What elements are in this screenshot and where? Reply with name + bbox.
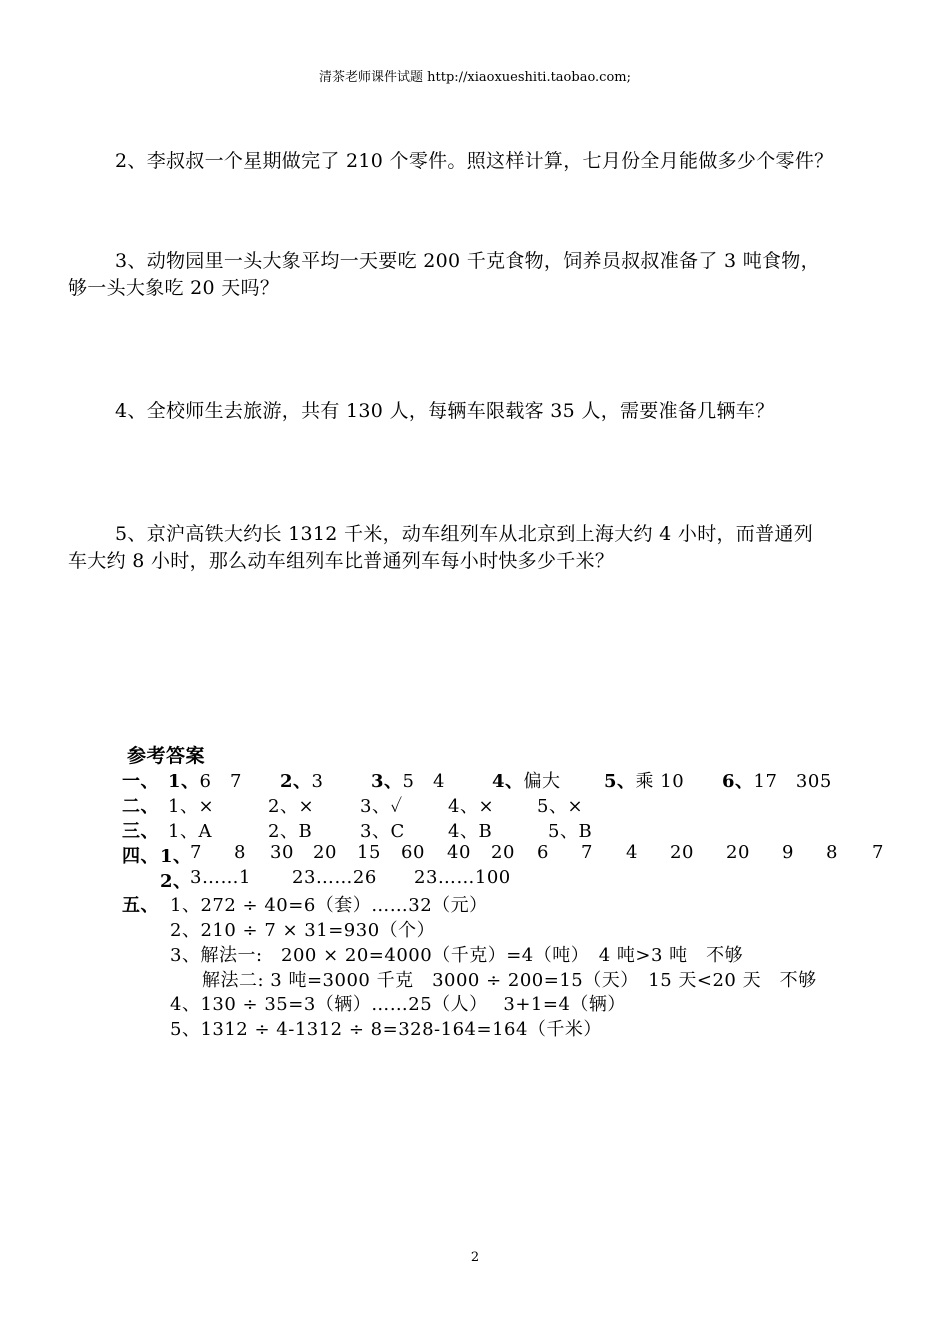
section-4-row1-value: 20 (313, 842, 337, 863)
answer-1-1: 1、6 7 (168, 771, 242, 792)
question-3-line-1: 3、动物园里一头大象平均一天要吃 200 千克食物，饲养员叔叔准备了 3 吨食物， (115, 250, 820, 272)
section-4-label: 四、 (122, 846, 159, 867)
section-4-row1-value: 20 (491, 842, 515, 863)
section-2-label: 二、 (122, 796, 159, 817)
section-4-row1-value: 8 (826, 842, 838, 863)
question-4: 4、全校师生去旅游，共有 130 人，每辆车限载客 35 人，需要准备几辆车？ (115, 400, 775, 422)
answer-1-5: 5、乘 10 (604, 771, 685, 792)
answers-title: 参考答案 (127, 745, 206, 767)
section-4-row1-value: 40 (447, 842, 471, 863)
answer-3-5: 5、B (548, 821, 593, 842)
section-4-row1-value: 8 (234, 842, 246, 863)
section-4-row1-value: 60 (401, 842, 425, 863)
section-4-row1-value: 4 (626, 842, 638, 863)
answer-2-1: 1、× (168, 796, 215, 817)
answer-5-line-4: 解法二: 3 吨=3000 千克 3000 ÷ 200=15（天） 15 天<20 天 不够 (202, 970, 817, 991)
answer-3-4: 4、B (448, 821, 493, 842)
question-5-line-2: 车大约 8 小时，那么动车组列车比普通列车每小时快多少千米？ (68, 550, 615, 572)
section-4-row1-value: 7 (581, 842, 593, 863)
section-4-row1-value: 7 (190, 842, 202, 863)
section-4-row1-value: 15 (357, 842, 381, 863)
answer-2-4: 4、× (448, 796, 495, 817)
section-4-row1-value: 7 (872, 842, 884, 863)
answer-5-line-5: 4、130 ÷ 35=3（辆）……25（人） 3+1=4（辆） (170, 994, 626, 1015)
section-4-row1-value: 20 (726, 842, 750, 863)
section-4-row2-value: 23……100 (414, 867, 511, 888)
section-4-row1-value: 30 (270, 842, 294, 863)
section-4-row2-value: 3……1 (190, 867, 251, 888)
page-number: 2 (470, 1250, 480, 1265)
section-3-label: 三、 (122, 821, 159, 842)
answer-3-1: 1、A (168, 821, 212, 842)
answer-1-2: 2、3 (280, 771, 324, 792)
answer-5-line-6: 5、1312 ÷ 4-1312 ÷ 8=328-164=164（千米） (170, 1019, 602, 1040)
section-4-row2-num: 2、 (160, 871, 192, 892)
answer-2-2: 2、× (268, 796, 315, 817)
answer-5-line-2: 2、210 ÷ 7 × 31=930（个） (170, 920, 436, 941)
answers-section-1 (122, 767, 159, 793)
answer-1-6: 6、17 305 (722, 771, 832, 792)
answer-2-3: 3、✓ (360, 796, 403, 817)
answer-5-line-1: 1、272 ÷ 40=6（套）……32（元） (170, 895, 488, 916)
page-header: 清茶老师课件试题 http://xiaoxueshiti.taobao.com; (318, 70, 631, 85)
answer-3-3: 3、C (360, 821, 405, 842)
section-4-row1-value: 6 (537, 842, 549, 863)
question-5-line-1: 5、京沪高铁大约长 1312 千米，动车组列车从北京到上海大约 4 小时，而普通列 (115, 523, 813, 545)
section-4-row1-value: 20 (670, 842, 694, 863)
answer-2-5: 5、× (537, 796, 584, 817)
answer-1-4: 4、偏大 (492, 771, 561, 792)
section-4-row1-num: 1、 (160, 846, 192, 867)
section-1-label: 一、 (122, 771, 159, 792)
answer-3-2: 2、B (268, 821, 313, 842)
section-5-label: 五、 (122, 895, 159, 916)
section-4-row2-value: 23……26 (292, 867, 377, 888)
section-4-row1-value: 9 (782, 842, 794, 863)
answer-5-line-3: 3、解法一: 200 × 20=4000（千克）=4（吨） 4 吨>3 吨 不够 (170, 945, 744, 966)
question-3-line-2: 够一头大象吃 20 天吗？ (68, 277, 280, 299)
question-2: 2、李叔叔一个星期做完了 210 个零件。照这样计算，七月份全月能做多少个零件？ (115, 150, 834, 172)
answer-1-3: 3、5 4 (371, 771, 445, 792)
